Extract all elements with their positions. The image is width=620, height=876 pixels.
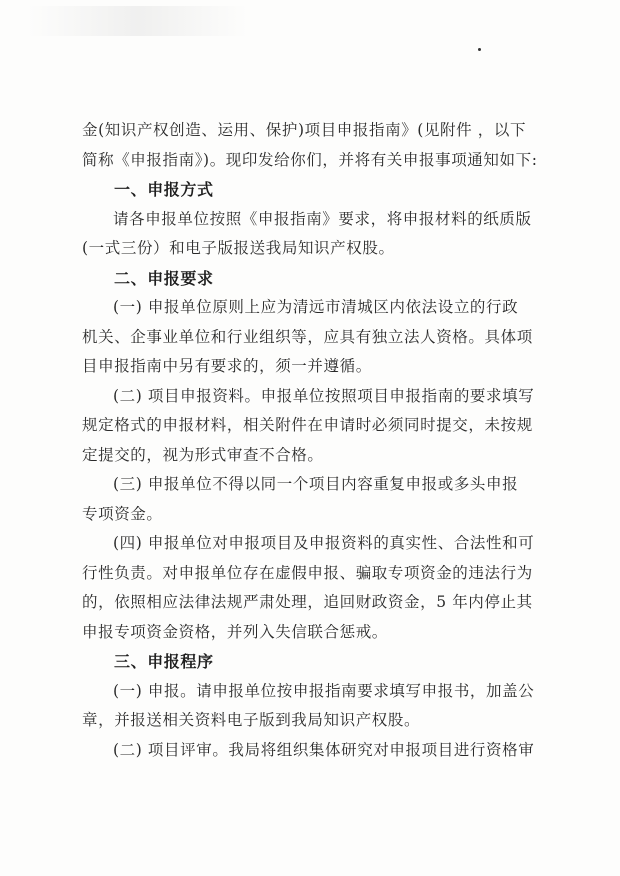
paragraph bbox=[82, 529, 544, 559]
text-line: (四) 申报单位对申报项目及申报资料的真实性、合法性和可 bbox=[113, 534, 535, 552]
text-line: (一) 申报。请申报单位按申报指南要求填写申报书，加盖公 bbox=[113, 681, 535, 700]
text-line: 规定格式的申报材料，相关附件在申请时必须同时提交，未按规 bbox=[82, 416, 533, 434]
paragraph bbox=[82, 293, 544, 323]
intro-paragraph bbox=[82, 116, 544, 175]
paragraph-continuation bbox=[82, 559, 544, 648]
paragraph bbox=[82, 470, 544, 500]
text-line: 章，并报送相关资料电子版到我局知识产权股。 bbox=[82, 711, 421, 729]
paragraph-continuation bbox=[82, 411, 544, 470]
text-line: 简称《申报指南》)。现印发给你们，并将有关申报事项通知如下: bbox=[82, 150, 538, 169]
paragraph-continuation bbox=[82, 706, 544, 736]
text-line: (一) 申报单位原则上应为清远市清城区内依法设立的行政 bbox=[113, 298, 519, 316]
text-line: 行性负责。对申报单位存在虚假申报、骗取专项资金的违法行为 bbox=[82, 563, 533, 582]
text-line: 定提交的，视为形式审查不合格。 bbox=[82, 445, 324, 464]
paragraph bbox=[82, 205, 544, 235]
text-line: (二) 项目申报资料。申报单位按照项目申报指南的要求填写 bbox=[113, 386, 535, 405]
text-line: (一式三份）和电子版报送我局知识产权股。 bbox=[82, 239, 395, 257]
text-line: 机关、企事业单位和行业组织等，应具有独立法人资格。具体项 bbox=[82, 327, 533, 346]
paragraph-continuation bbox=[82, 323, 544, 382]
section-heading: 一、申报方式 bbox=[114, 180, 214, 199]
paragraph bbox=[82, 382, 544, 412]
text-line: 目申报指南中另有要求的，须一并遵循。 bbox=[82, 357, 372, 375]
text-line: (三) 申报单位不得以同一个项目内容重复申报或多头申报 bbox=[113, 475, 519, 493]
document-body bbox=[82, 116, 544, 765]
paragraph-continuation bbox=[82, 234, 544, 264]
text-line: 申报专项资金资格，并列入失信联合惩戒。 bbox=[82, 622, 388, 641]
paragraph bbox=[82, 736, 544, 766]
text-line: 金(知识产权创造、运用、保护)项目申报指南》(见附件 ，以下 bbox=[82, 121, 527, 139]
paragraph-continuation bbox=[82, 500, 544, 530]
scan-artifact bbox=[28, 6, 248, 36]
scan-dot bbox=[478, 48, 481, 51]
text-line: 专项资金。 bbox=[82, 504, 163, 523]
section-heading: 二、申报要求 bbox=[114, 268, 214, 288]
text-line: 请各申报单位按照《申报指南》要求，将申报材料的纸质版 bbox=[113, 209, 532, 228]
section-heading: 三、申报程序 bbox=[114, 652, 214, 671]
paragraph bbox=[82, 677, 544, 707]
text-line: (二) 项目评审。我局将组织集体研究对申报项目进行资格审 bbox=[113, 740, 535, 759]
text-line: 的，依照相应法律法规严肃处理，追回财政资金，5 年内停止其 bbox=[82, 593, 533, 611]
